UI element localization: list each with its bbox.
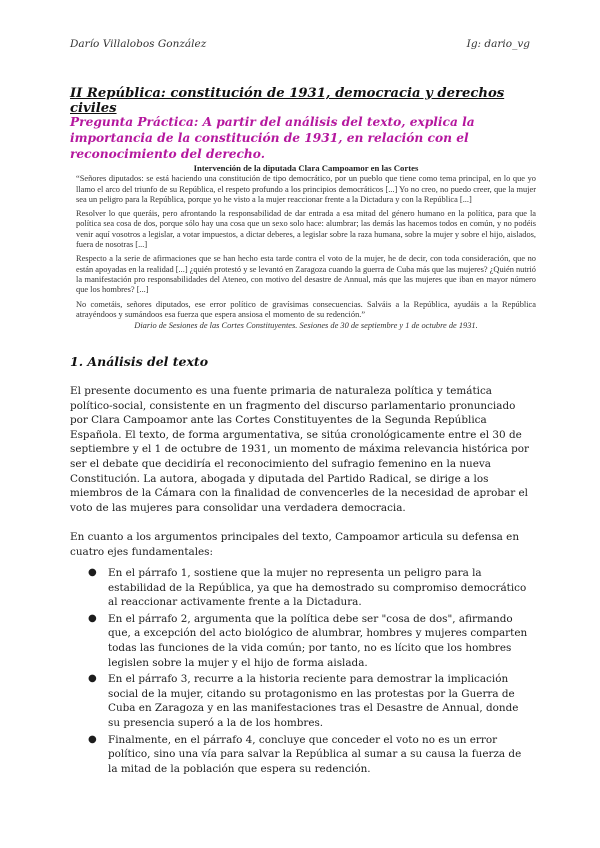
instagram-handle: Ig: dario_vg [466, 38, 530, 50]
source-title: Intervención de la diputada Clara Campoamor en las Cortes [193, 163, 419, 173]
source-reference: Diario de Sesiones de las Cortes Constituyentes. Sesiones de 30 de septiembre y 1 de octubre de 1931. [134, 321, 478, 331]
section-heading: 1. Análisis del texto [70, 354, 209, 369]
argument-text: Finalmente, en el párrafo 4, concluye que conceder el voto no es un error político, sino una vía para salvar la República al sumar a su causa la fuerza de la mitad de la población que espera su redención. [108, 733, 522, 775]
page-header [70, 38, 530, 54]
list-item [70, 566, 530, 610]
arguments-list [70, 566, 530, 778]
source-paragraph-1: “Señores diputados: se está haciendo una constitución de tipo democrático, por un pueblo que tiene como tema principal, en lo que yo llamo el arco del triunfo de su República, el respeto profundo a los principios democráticos [...] Yo no creo, no puedo creer, que la mujer sea un peligro para la República, porque yo he visto a la mujer reaccionar frente a la Dictadura y con la República [...] [76, 174, 536, 204]
source-paragraph-2: Resolver lo que queráis, pero afrontando la responsabilidad de dar entrada a esa mitad del género humano en la política, para que la política sea cosa de dos, porque sólo hay una cosa que un sexo solo hace: alumbrar; las demás las hacemos todos en común, y no podéis venir aquí vosotros a legislar, a votar impuestos, a dictar deberes, a legislar sobre la raza humana, sobre la mujer y sobre el hijo, aislados, fuera de nosotras [...] [76, 209, 536, 250]
argument-text: En el párrafo 1, sostiene que la mujer no representa un peligro para la estabilidad de la República, ya que ha demostrado su compromiso democrático al reaccionar activamente frente a la Dictadura. [108, 567, 527, 609]
analysis-paragraph-1: El presente documento es una fuente primaria de naturaleza política y temática político-social, consistente en un fragmento del discurso parlamentario pronunciado por Clara Campoamor ante las Cortes Constituyentes de la Segunda República Española. El texto, de forma argumentativa, se sitúa cronológicamente entre el 30 de septiembre y el 1 de octubre de 1931, un momento de máxima relevancia histórica por ser el debate que decidiría el reconocimiento del sufragio femenino en la nueva Constitución. La autora, abogada y diputada del Partido Radical, se dirige a los miembros de la Cámara con la finalidad de convencerles de la necesidad de aprobar el voto de las mujeres para consolidar una verdadera democracia. [70, 385, 529, 514]
author-name: Darío Villalobos González [70, 38, 207, 50]
bullet-icon: ● [88, 673, 97, 685]
list-item [70, 733, 530, 777]
argument-text: En el párrafo 2, argumenta que la política debe ser "cosa de dos", afirmando que, a excepción del acto biológico de alumbrar, hombres y mujeres comparten todas las funciones de la vida común; por tanto, no es lícito que los hombres legislen sobre la mujer y el hijo de forma aislada. [108, 612, 528, 669]
document-title: II República: constitución de 1931, democracia y derechos civiles [70, 86, 505, 116]
bullet-icon: ● [88, 733, 97, 745]
source-paragraph-4: No cometáis, señores diputados, ese error político de gravísimas consecuencias. Salváis a la República, ayudáis a la República atrayéndoos y sumándoos esa fuerza que espera ansiosa el momento de su redención.” [76, 299, 536, 319]
argument-text: En el párrafo 3, recurre a la historia reciente para demostrar la implicación social de la mujer, citando su protagonismo en las protestas por la Guerra de Cuba en Zaragoza y en las manifestaciones tras el Desastre de Annual, donde su presencia superó a la de los hombres. [108, 673, 519, 729]
bullet-icon: ● [88, 612, 97, 624]
practice-question: Pregunta Práctica: A partir del análisis del texto, explica la importancia de la constitución de 1931, en relación con el reconocimiento del derecho. [70, 115, 475, 161]
bullet-icon: ● [88, 567, 97, 578]
source-paragraph-3: Respecto a la serie de afirmaciones que se han hecho esta tarde contra el voto de la mujer, he de decir, con toda consideración, que no están apoyadas en la realidad [...] ¿quién protestó y se levantó en Zaragoza cuando la guerra de Cuba más que las mujeres? ¿Quién nutrió la manifestación pro responsabilidades del Ateneo, con motivo del desastre de Annual, más que las mujeres que iban en mayor número que los hombres? [...] [76, 254, 536, 295]
list-item [70, 612, 530, 670]
list-item [70, 672, 530, 730]
analysis-paragraph-2: En cuanto a los argumentos principales del texto, Campoamor articula su defensa en cuatro ejes fundamentales: [70, 531, 520, 558]
source-text-excerpt [76, 163, 536, 331]
